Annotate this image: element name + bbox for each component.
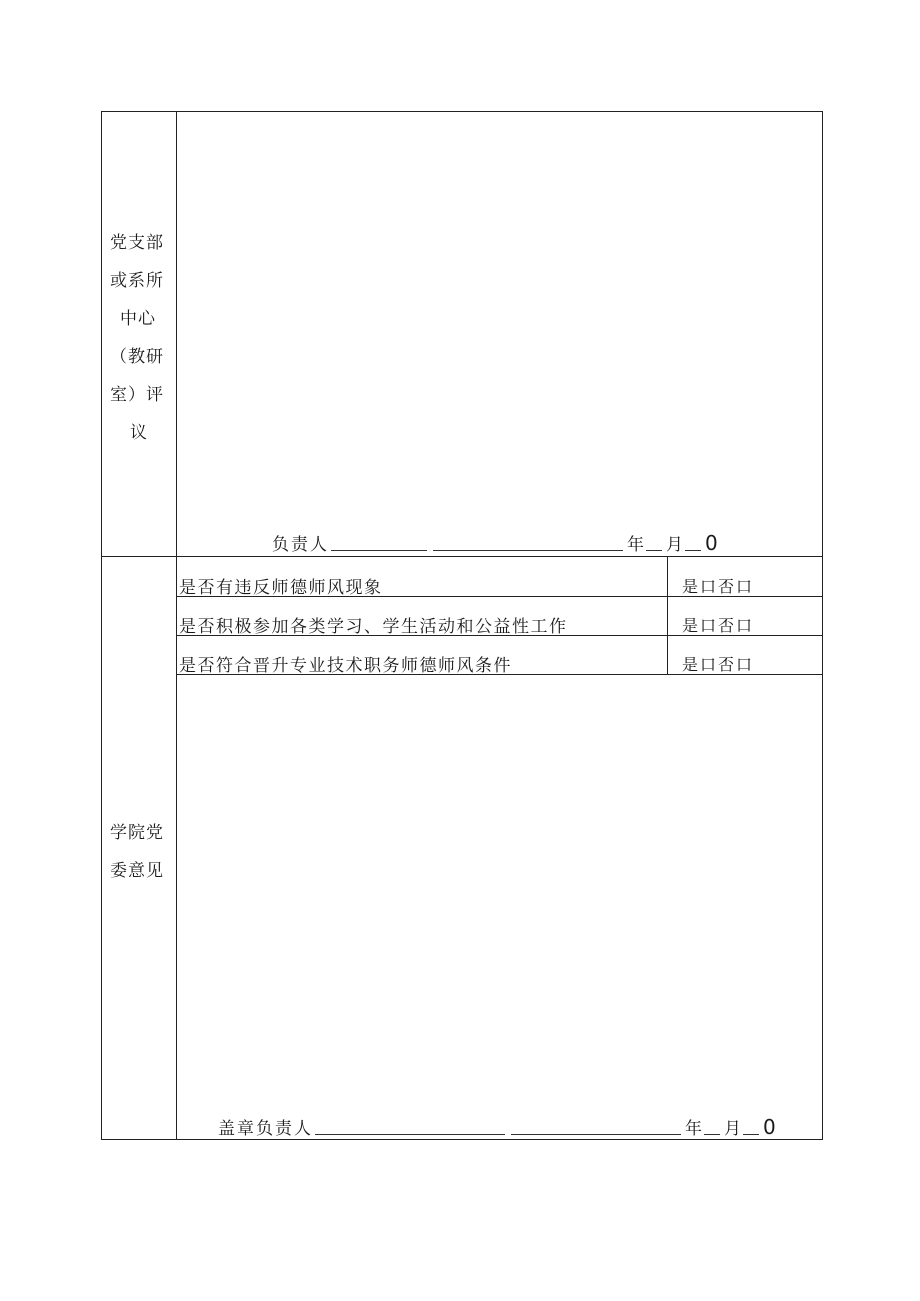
month-blank[interactable] (704, 1120, 720, 1135)
responsible-label: 负责人 (272, 535, 329, 555)
label-line: 学院党 (110, 823, 164, 843)
committee-signature-line (218, 1114, 776, 1139)
month-label: 月 (666, 535, 683, 555)
name-blank[interactable] (331, 536, 427, 551)
label-column-divider (176, 112, 177, 1140)
label-line: 议 (130, 423, 148, 443)
evaluation-form-table (101, 111, 823, 1140)
label-line: 或系所 (110, 271, 164, 291)
branch-signature-line (272, 530, 718, 555)
answer-column-divider (667, 556, 668, 674)
name-blank[interactable] (315, 1120, 505, 1135)
branch-review-label (110, 224, 172, 452)
day-blank[interactable] (743, 1120, 759, 1135)
date-blank[interactable] (433, 536, 623, 551)
month-label: 月 (724, 1119, 741, 1139)
year-label: 年 (685, 1119, 702, 1139)
label-line: 室）评 (110, 385, 164, 405)
label-line: 中心 (120, 309, 156, 329)
label-line: 党支部 (110, 233, 164, 253)
day-blank[interactable] (685, 536, 701, 551)
seal-responsible-label: 盖章负责人 (218, 1119, 313, 1139)
label-line: 委意见 (110, 861, 164, 881)
section-divider (102, 556, 822, 557)
day-label: 0 (763, 1115, 776, 1139)
date-blank[interactable] (511, 1120, 681, 1135)
month-blank[interactable] (646, 536, 662, 551)
question-3: 是否符合晋升专业技术职务师德师风条件 (179, 656, 512, 676)
college-committee-label (110, 814, 172, 890)
question-2: 是否积极参加各类学习、学生活动和公益性工作 (179, 617, 568, 637)
answer-checkbox-2[interactable]: 是口否口 (682, 616, 755, 635)
label-line: （教研 (110, 347, 164, 367)
answer-checkbox-1[interactable]: 是口否口 (682, 577, 755, 596)
question-1: 是否有违反师德师风现象 (179, 578, 383, 598)
year-label: 年 (627, 535, 644, 555)
answer-checkbox-3[interactable]: 是口否口 (682, 655, 755, 674)
day-label: 0 (705, 531, 718, 555)
